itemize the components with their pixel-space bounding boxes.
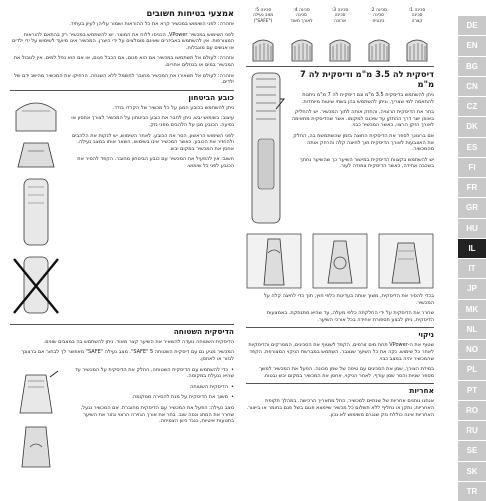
- cleaning-illustration: [378, 233, 434, 289]
- left-column: [10, 8, 234, 475]
- paragraph: בחר את הדיסקית הרצויה, והחזק אותה לתוך המכשיר. יש להחליק באופן ישר דרך ההתקן עד שיכנס למקומו. אשר שהדיסקית מתאימה לאורך הזקן הרצוי, כאשר המכשיר כבוי.: [291, 109, 434, 129]
- length-settings: [246, 8, 434, 62]
- language-tab-es[interactable]: ES: [458, 137, 486, 157]
- divider: [246, 66, 434, 67]
- language-tab-il[interactable]: IL: [458, 238, 486, 258]
- flat-comb-illustration: [10, 367, 62, 417]
- paragraph: חשוב: אין להפעיל את המכשיר עם כובע הביטחון מחובר. הקפד להסיר את הכובע לפני כל שימוש.: [77, 156, 234, 169]
- blade-icon: [402, 36, 432, 62]
- language-tab-ru[interactable]: RU: [458, 420, 486, 440]
- paragraph: במידת הצורך, שמן את הסכינים עם טיפה של שמן מכונה. הפעל את המכשיר למשך מספר שניות והסר שמן עודף. לאחר הניקוי, אחסן את המכשיר במקום יבש ובטוח.: [259, 366, 434, 379]
- right-column: [246, 8, 434, 422]
- language-tab-cz[interactable]: CZ: [458, 96, 486, 116]
- section-heading: אחריות: [409, 386, 434, 396]
- section-heading: הדיסקית השטוחה: [173, 326, 234, 336]
- language-tab-bg[interactable]: BG: [458, 56, 486, 76]
- setting-label: סכינה 1: סכינה קצרה: [408, 8, 426, 24]
- paragraph: שחרר את הדיסקית על ידי החלקתה כלפי מעלה, עד שהיא מתנתקת. באמצעות הדיסקית, ניתן לבצע תספורת אחידה בכל אורכי השיער.: [266, 310, 434, 323]
- paragraph: הדיסקית השטוחה נועדה להשאיר את השיער קצר מאוד. ניתן להשתמש בה במצבים שונים.: [43, 338, 234, 345]
- setting-label: סכינה 2: סכינה בינונית: [370, 8, 387, 24]
- paragraph: ניתן להשתמש בכובע המגן על כל מכשיר של הקרדו בודד.: [112, 104, 234, 111]
- divider: [246, 383, 434, 384]
- divider: [10, 324, 234, 325]
- paragraph: ניתן להשתמש בדיסקית 3.5 מ"מ וגם דיסקית לה 7 מ"מ ניתנות להתאמה למי שצריך, וניתן להשתמש בהן בשתי שיטות מיוחדות.: [301, 92, 434, 105]
- paragraph: לפני השימוש במכשיר VPower, הכניסו ללוח את המוצר. יש להשתמש במכשיר רק בהתאם להוראות המצורפות. אין להשתמש באביזרים שאינם מומלצים על ידי היצרן. המכשיר אינו מיועד לשימוש על ידי ילדים או אנשים עם מוגבלות.: [12, 31, 234, 51]
- cleaning-illustration: [312, 233, 368, 289]
- section-heading: דיסקית לה 3.5 מ"מ ודיסקית לה 7 מ"מ: [299, 69, 434, 89]
- language-tab-sk[interactable]: SK: [458, 461, 486, 481]
- section-heading: ניקוי: [418, 330, 434, 340]
- cleaning-illustration: [246, 233, 302, 289]
- paragraph: בכדי להסיר את הדיסקית, משוך אותה בעדינות כלפי חוץ, תוך כדי לחיצה קלה על המכשיר.: [263, 293, 434, 306]
- figure-row: [246, 233, 434, 289]
- language-tab-de[interactable]: DE: [458, 15, 486, 35]
- language-tab-se[interactable]: SE: [458, 440, 486, 460]
- bullet-text: הדיסקית השטוחה: [190, 383, 228, 390]
- divider: [246, 327, 434, 328]
- paragraph: אזהרה: לעולם אל תשאירו את המכשיר מחובר לחשמל ללא השגחה. הרחיקו את המכשיר מהישג ידם של ילדים.: [14, 72, 234, 86]
- language-sidebar: [458, 15, 486, 501]
- section-heading: אמצעי בטיחות חשובים: [146, 8, 234, 18]
- paragraph: יש להשתמש בקצוות הדיסקית במישור השיער כך שהשיער נחתך בשכבה אחידה, כאשר הדיסקית צמודה לעור.: [300, 156, 434, 170]
- language-tab-fi[interactable]: FI: [458, 157, 486, 177]
- language-tab-en[interactable]: EN: [458, 35, 486, 55]
- setting-label: סכינה 3: סכינה ארוכה: [331, 8, 349, 24]
- trimmer-illustration: [10, 175, 62, 249]
- language-tab-cn[interactable]: CN: [458, 76, 486, 96]
- setting-2: [362, 8, 396, 62]
- section-heading: כובע הביטחון: [188, 92, 234, 102]
- safety-cap-illustration: [10, 93, 62, 133]
- divider: [10, 90, 234, 91]
- bullet-item: •משוך את הדיסקית על מנת להסירה ממקומה.: [131, 394, 234, 401]
- setting-label: סכינה 4: סכינה לאורך מאוד: [290, 8, 313, 24]
- paragraph: מצב נעילה: הפעל את המכשיר עם הדיסקית מחוברת. אם המכשיר ננעל, שחרר את המתג ונסה שוב. בחר את אורך הגזירה הרצוי וגזור את השיער בתנועות איטיות, כנגד כיוון הצמיחה.: [80, 404, 234, 425]
- language-tab-dk[interactable]: DK: [458, 116, 486, 136]
- blade-icon: [287, 36, 317, 62]
- language-tab-jp[interactable]: JP: [458, 278, 486, 298]
- paragraph: אזהרה: לעולם אל תשתמשו במכשיר אם הוא פגום, אם הכבל פגום, או אם הוא נפל למים. אין לטבול את המכשיר במים או בנוזלים אחרים.: [13, 55, 234, 68]
- bullet-item: •כדי להשתמש עם הדיסקית השטוחה, החלק את הדיסקית על המכשיר עד שהיא ננעלת במקומה.: [74, 366, 234, 380]
- blade-icon: [325, 36, 355, 62]
- language-tab-fr[interactable]: FR: [458, 177, 486, 197]
- language-tab-pt[interactable]: PT: [458, 380, 486, 400]
- bullet-text: משוך את הדיסקית על מנת להסירה ממקומה.: [131, 394, 228, 401]
- flat-comb-illustration: [10, 421, 62, 471]
- setting-label: סכינה 5: מצב נעילה ("SAFE"): [252, 8, 274, 24]
- setting-5: [246, 8, 280, 62]
- paragraph: שטוף את ה-VPower תחת מים זורמים. הקפד לשטוף את הסכינים, המסרקים והדיסקיות לאחר כל שימוש. נקה את כל השיער שנצבר. השתמש במברשת הניקוי המצורפת. הקפד שהמכשיר יהיה במצב כבוי.: [248, 342, 434, 362]
- bullet-item: •הדיסקית השטוחה: [190, 383, 234, 390]
- bullet-text: כדי להשתמש עם הדיסקית השטוחה, החלק את הדיסקית על המכשיר עד שהיא ננעלת במקומה.: [74, 366, 234, 380]
- paragraph: אם ברצונך לספר את הדיסקית החוצה בזמן שהשתמשת בה, החלק את האצבעות לאורך הדיסקית תוך לחיצה קלה והרחק אותה מהמכשיר.: [293, 132, 434, 153]
- language-tab-no[interactable]: NO: [458, 339, 486, 359]
- language-tab-mk[interactable]: MK: [458, 299, 486, 319]
- paragraph: אנחנו נותנים אחריות של שנתיים למכשיר, החל מתאריך הרכישה. במהלך תקופת האחריות, נתקן או נחליף ללא תשלום כל מכשיר שיימצא פגום בשל פגם בחומר או בייצור. האחריות אינה כוללת נזק שנגרם משימוש לא נכון.: [246, 398, 434, 418]
- trimmer-comb-illustration: [246, 69, 286, 229]
- paragraph: לפני השימוש הראשון, הסר את הכובע. לאחר השימוש, יש לנקות את הלהבים ולהחזיר את הכובע. כאשר המכשיר אינו בשימוש, השאר אותו במצב נעילה. אחסן את המכשיר במקום יבש.: [71, 132, 234, 152]
- paragraph: המכשיר מגיע גם עם דיסקית השטוחה 5 "SAFE". מצב נעילה "SAFE" מאפשר לך לבחור אם ברצונך לגזור או לאחסן.: [21, 349, 234, 362]
- paragraph: עיצוב: בשימוש יבש, ניתן לחבר את כובע הביטחון על המכשיר לצורך אחסון או נסיעה. הכובע מגן על הלהבים מפני נזק.: [71, 115, 234, 128]
- paragraph: אזהרה: לפני השימוש במכשיר קרא את כל ההוראות ושמור עליהן לעיון בעתיד.: [69, 21, 234, 27]
- setting-3: [323, 8, 357, 62]
- language-tab-ro[interactable]: RO: [458, 400, 486, 420]
- language-tab-pl[interactable]: PL: [458, 359, 486, 379]
- language-tab-tr[interactable]: TR: [458, 481, 486, 501]
- do-not-use-illustration: [10, 253, 62, 317]
- language-tab-gr[interactable]: GR: [458, 197, 486, 217]
- setting-4: [285, 8, 319, 62]
- setting-1: [400, 8, 434, 62]
- safety-cap-illustration: [10, 137, 62, 171]
- blade-icon: [248, 36, 278, 62]
- blade-icon: [364, 36, 394, 62]
- language-tab-hu[interactable]: HU: [458, 218, 486, 238]
- language-tab-it[interactable]: IT: [458, 258, 486, 278]
- language-tab-nl[interactable]: NL: [458, 319, 486, 339]
